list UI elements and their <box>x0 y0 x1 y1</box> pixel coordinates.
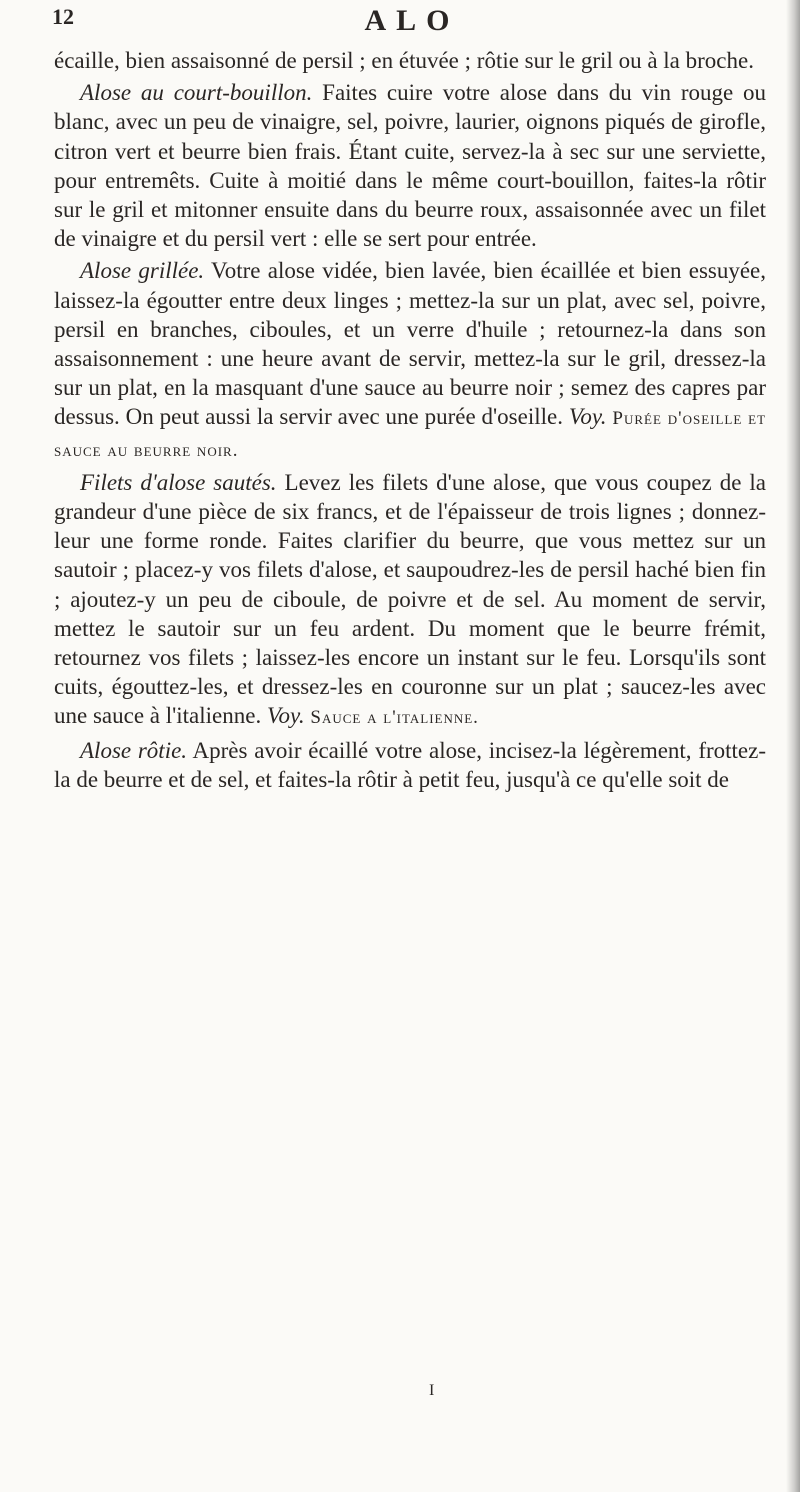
cross-reference-target: Purée d'oseille et sauce au beurre noir. <box>54 408 767 461</box>
cross-reference-target: Sauce a l'italienne. <box>310 707 479 729</box>
entry-text: Faites cuire votre alose dans du vin rouge ou blanc, avec un peu de vinaigre, sel, poivre, laurier, oignons piqués de girofle, citron vert et beurre bien frais. Étant cuite, servez-la à sec sur une serviette, pour entremêts. Cuite à moitié dans le même court-bouillon, faites-la rôtir sur le gril et mitonner ensuite dans du beurre roux, assaisonnée avec un filet de vinaigre et du persil vert : elle se sert pour entrée. <box>54 80 766 252</box>
cross-reference-lead: Voy. <box>568 404 607 430</box>
cross-reference-lead: Voy. <box>266 703 305 729</box>
page-header <box>52 4 772 44</box>
paragraph-text: écaille, bien assaisonné de persil ; en étuvée ; rôtie sur le gril ou à la broche. <box>54 48 754 73</box>
entry-text: Après avoir écaillé votre alose, incisez-la légèrement, frottez-la de beurre et de sel, et faites-la rôtir à petit feu, jusqu'à ce qu'elle soit de <box>54 737 766 792</box>
entry-rotie <box>54 736 766 794</box>
running-head: ALO <box>364 4 460 37</box>
page-number: 12 <box>52 4 74 29</box>
entry-heading: Filets d'alose sautés. <box>80 469 277 495</box>
entry-heading: Alose rôtie. <box>80 737 188 763</box>
entry-court-bouillon <box>54 78 766 253</box>
body-text <box>54 46 766 794</box>
entry-filets-sautes <box>54 468 766 733</box>
entry-text: Votre alose vidée, bien lavée, bien écaillée et bien essuyée, laissez-la égoutter entre deux linges ; mettez-la sur un plat, avec sel, poivre, persil en branches, ciboules, et un verre d'huile ; retournez-la dans son assaisonnement : une heure avant de servir, mettez-la sur le gril, dressez-la sur un plat, en la masquant d'une sauce au beurre noir ; semez des capres par dessus. On peut aussi la servir avec une purée d'oseille. <box>54 258 767 430</box>
entry-heading: Alose au court-bouillon. <box>80 80 313 106</box>
paragraph-continuation <box>54 46 766 75</box>
entry-text: Levez les filets d'une alose, que vous coupez de la grandeur d'une pièce de six francs, et de l'épaisseur de trois lignes ; donnez-leur une forme ronde. Faites clarifier du beurre, que vous mettez sur un sautoir ; placez-y vos filets d'alose, et saupoudrez-les de persil haché bien fin ; ajoutez-y un peu de ciboule, de poivre et de sel. Au moment de servir, mettez le sautoir sur un feu ardent. Du moment que le beurre frémit, retournez vos filets ; laissez-les encore un instant sur le feu. Lorsqu'ils sont cuits, égouttez-les, et dressez-les en couronne sur un plat ; saucez-les avec une sauce à l'italienne. <box>54 469 766 729</box>
entry-grillee <box>54 256 766 464</box>
entry-heading: Alose grillée. <box>80 258 205 284</box>
signature-mark: I <box>429 1382 435 1399</box>
page-edge-shadow <box>786 0 800 1492</box>
